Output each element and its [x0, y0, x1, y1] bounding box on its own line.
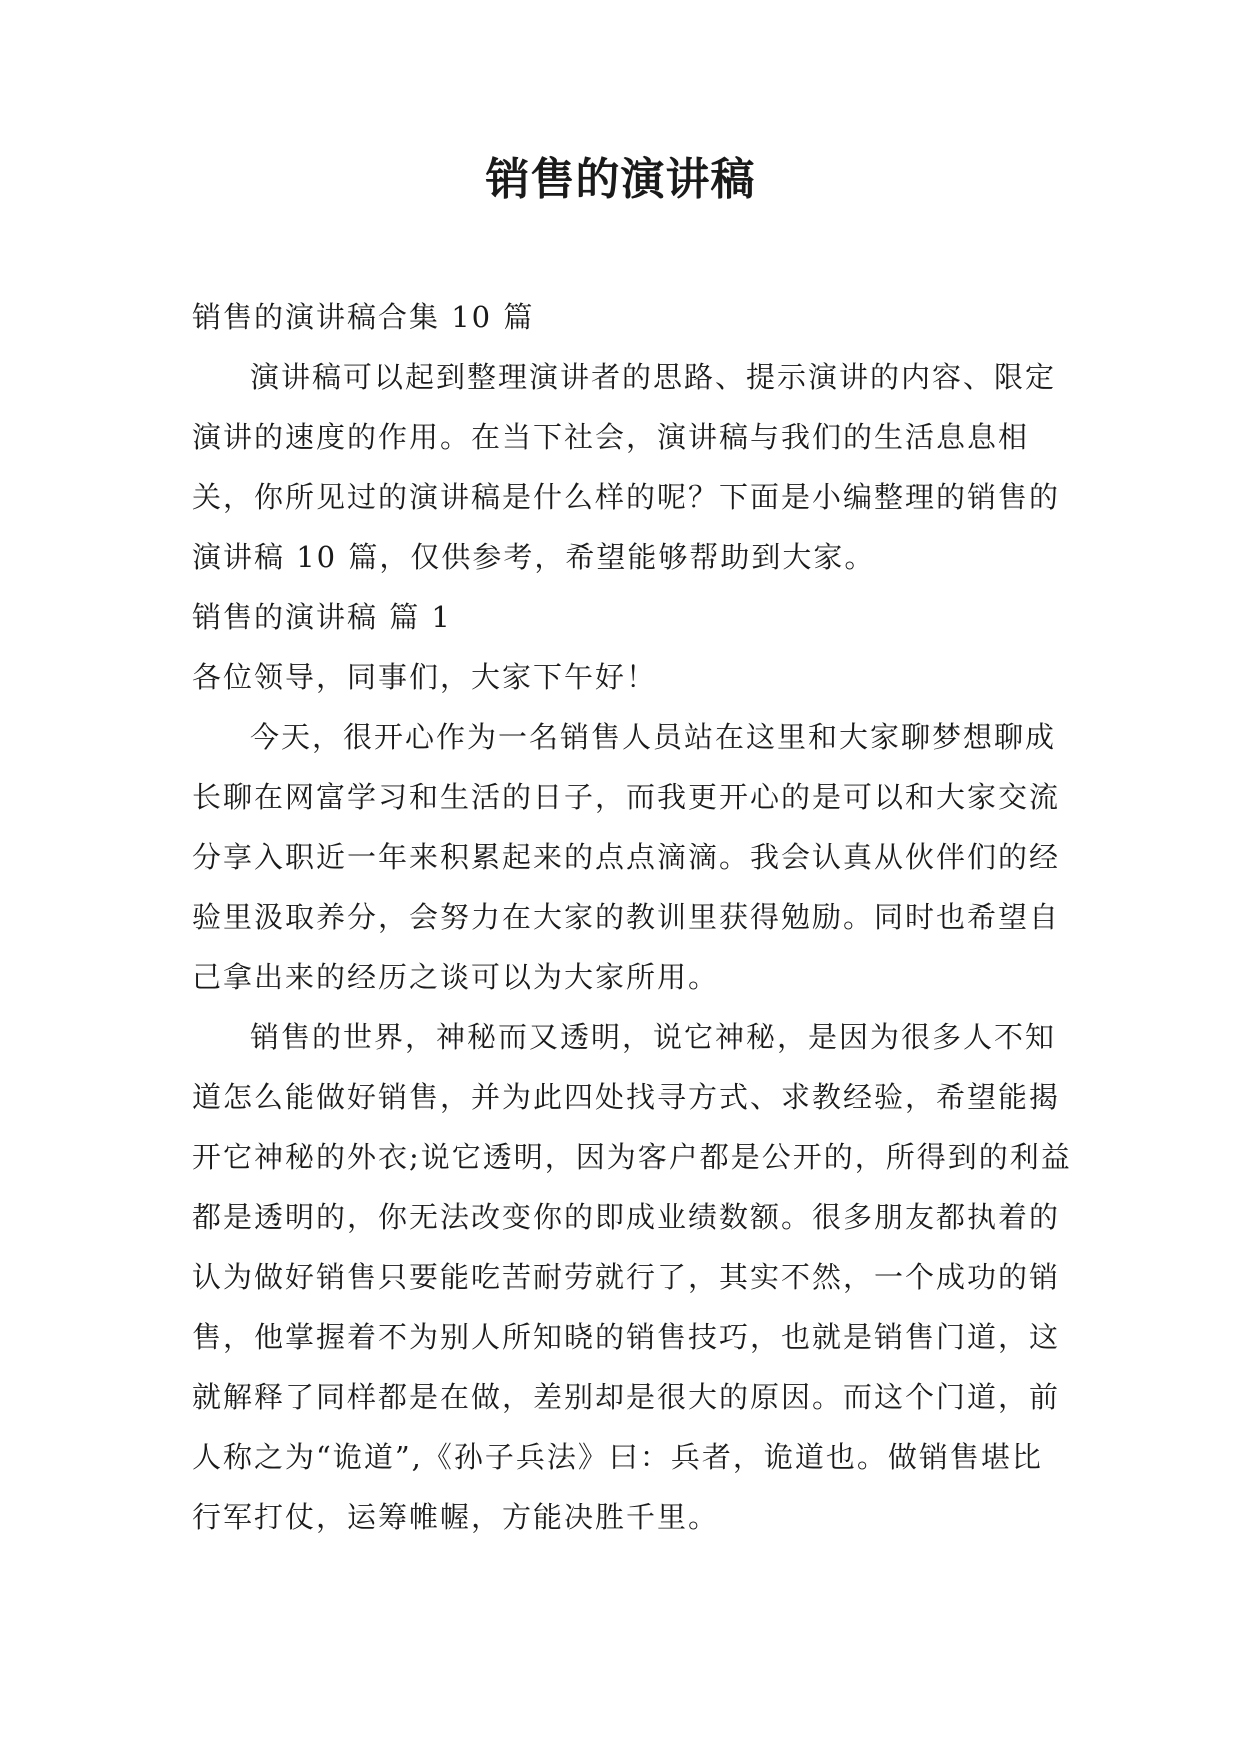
document-title: 销售的演讲稿 — [485, 154, 756, 205]
document-body — [192, 287, 1072, 1547]
collection-subtitle: 销售的演讲稿合集 10 篇 — [192, 300, 535, 334]
intro-paragraph: 演讲稿可以起到整理演讲者的思路、提示演讲的内容、限定演讲的速度的作用。在当下社会，演讲稿与我们的生活息息相关，你所见过的演讲稿是什么样的呢？下面是小编整理的销售的演讲稿 10 篇，仅供参考，希望能够帮助到大家。 — [192, 360, 1061, 574]
body-paragraph-2: 销售的世界，神秘而又透明，说它神秘，是因为很多人不知道怎么能做好销售，并为此四处找寻方式、求教经验，希望能揭开它神秘的外衣;说它透明，因为客户都是公开的，所得到的利益都是透明的，你无法改变你的即成业绩数额。很多朋友都执着的认为做好销售只要能吃苦耐劳就行了，其实不然，一个成功的销售，他掌握着不为别人所知晓的销售技巧，也就是销售门道，这就解释了同样都是在做，差别却是很大的原因。而这个门道，前人称之为“诡道”,《孙子兵法》曰：兵者，诡道也。做销售堪比行军打仗，运筹帷幄，方能决胜千里。 — [192, 1020, 1072, 1534]
greeting-line: 各位领导，同事们，大家下午好！ — [192, 660, 658, 694]
section-heading: 销售的演讲稿 篇 1 — [192, 600, 452, 634]
body-paragraph-1: 今天，很开心作为一名销售人员站在这里和大家聊梦想聊成长聊在网富学习和生活的日子，而我更开心的是可以和大家交流分享入职近一年来积累起来的点点滴滴。我会认真从伙伴们的经验里汲取养分，会努力在大家的教训里获得勉励。同时也希望自己拿出来的经历之谈可以为大家所用。 — [192, 720, 1061, 994]
